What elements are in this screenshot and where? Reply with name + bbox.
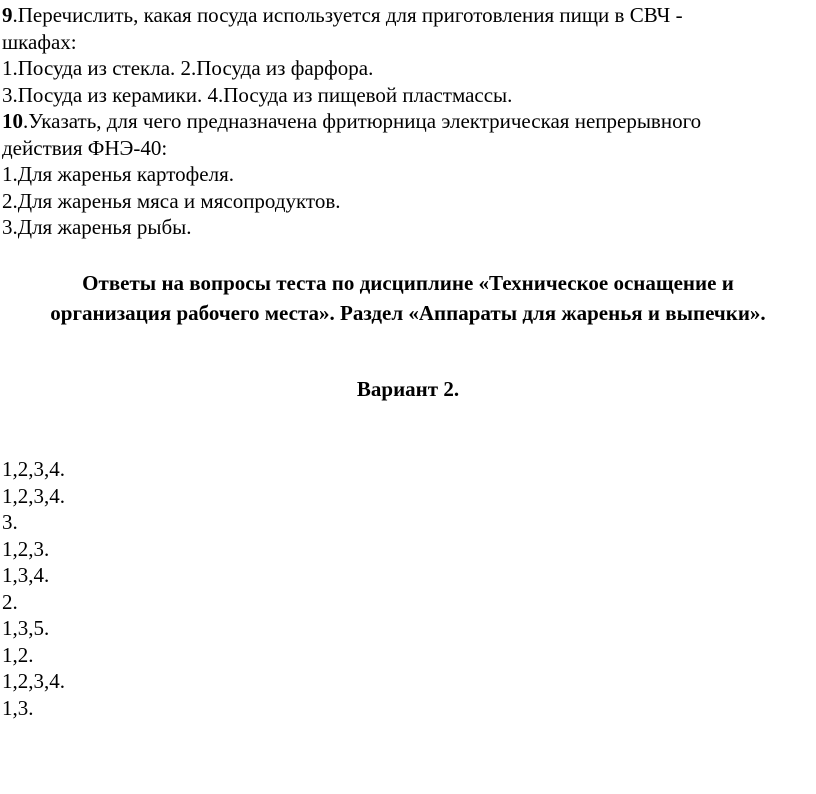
list-item: 1,2,3,4. (2, 669, 65, 693)
question-10-line-1 (2, 108, 812, 135)
answers-heading-line-1: Ответы на вопросы теста по дисциплине «Техническое оснащение и (82, 271, 734, 295)
variant-title: Вариант 2. (356, 377, 460, 401)
question-9-line-1 (2, 2, 812, 29)
list-item: 1,3,4. (2, 563, 50, 587)
list-item: 1,2,3,4. (2, 483, 65, 508)
answers-heading (0, 268, 816, 328)
question-10-option-3: 3.Для жаренья рыбы. (2, 215, 192, 239)
question-9-number: 9 (2, 3, 13, 27)
list-item: 2. (2, 589, 18, 614)
question-9-options-1: 1.Посуда из стекла. 2.Посуда из фарфора. (2, 56, 374, 80)
question-9-options-2: 3.Посуда из керамики. 4.Посуда из пищевой пластмассы. (2, 82, 513, 107)
questions-section (2, 2, 812, 241)
question-10-number: 10 (2, 109, 23, 133)
list-item: 1,2. (2, 642, 34, 667)
list-item: 1,3,5. (2, 616, 50, 640)
question-9-line-2: шкафах: (2, 29, 77, 54)
list-item: 1,2,3,4. (2, 457, 65, 481)
answers-list (2, 456, 302, 721)
question-10-text: .Указать, для чего предназначена фритюрница электрическая непрерывного (23, 109, 702, 133)
question-10-option-1: 1.Для жаренья картофеля. (2, 162, 234, 186)
list-item: 1,2,3. (2, 536, 50, 561)
answers-heading-line-2: организация рабочего места». Раздел «Аппараты для жаренья и выпечки». (50, 301, 766, 325)
question-10-line-2: действия ФНЭ-40: (2, 135, 168, 160)
list-item: 1,3. (2, 695, 34, 720)
question-9-text: .Перечислить, какая посуда используется для приготовления пищи в СВЧ - (12, 3, 683, 27)
question-10-option-2: 2.Для жаренья мяса и мясопродуктов. (2, 188, 341, 213)
list-item: 3. (2, 510, 18, 534)
